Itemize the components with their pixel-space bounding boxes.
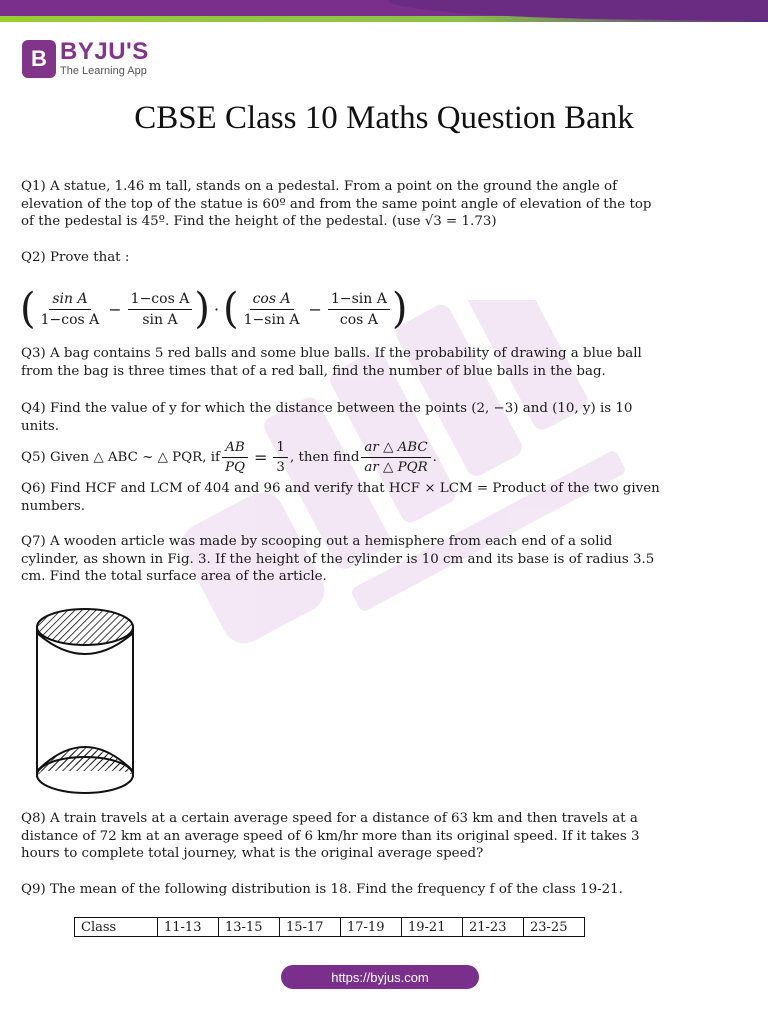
page-title: CBSE Class 10 Maths Question Bank (134, 100, 634, 136)
fraction (241, 291, 303, 328)
distribution-table (74, 917, 585, 937)
paren-close-icon: ) (391, 284, 408, 334)
equals-sign: = (254, 447, 268, 467)
brand-tagline: The Learning App (60, 65, 147, 77)
numerator: AB (222, 440, 248, 458)
numerator: 1−sin A (328, 291, 390, 310)
question-6: Q6) Find HCF and LCM of 404 and 96 and verify that HCF × LCM = Product of the two given numbers. (21, 481, 660, 514)
numerator: 1 (273, 440, 288, 458)
fraction (128, 291, 193, 328)
table-cell: 13-15 (219, 918, 280, 937)
q2-formula (20, 284, 407, 334)
fraction (328, 291, 390, 328)
denominator: ar △ PQR (364, 459, 428, 475)
dot-operator: · (213, 299, 220, 319)
denominator: 3 (276, 459, 285, 475)
paren-open-icon: ( (20, 284, 36, 334)
fraction (273, 440, 288, 475)
numerator: sin A (49, 291, 90, 310)
brand-name: BYJU'S (60, 38, 149, 65)
question-7: Q7) A wooden article was made by scooping out a hemisphere from each end of a solid cylinder, as shown in Fig. 3. If the height of the cylinder is 10 cm and its base is of radius 3.5 cm. Find the total surface area of the article. (21, 534, 655, 584)
minus-sign: − (108, 299, 122, 319)
denominator: sin A (142, 311, 178, 328)
denominator: 1−cos A (40, 311, 100, 328)
denominator: 1−sin A (243, 311, 300, 328)
table-cell: 11-13 (158, 918, 219, 937)
numerator: 1−cos A (128, 291, 193, 310)
question-3: Q3) A bag contains 5 red balls and some blue balls. If the probability of drawing a blue ball from the bag is three times that of a red ball, find the number of blue balls in the bag. (21, 346, 642, 379)
numerator: ar △ ABC (361, 440, 430, 458)
table-cell: 19-21 (402, 918, 463, 937)
brand-logo[interactable] (22, 40, 149, 86)
question-4: Q4) Find the value of y for which the distance between the points (2, −3) and (10, y) is 10 units. (21, 401, 633, 434)
question-5 (21, 434, 437, 480)
minus-sign: − (308, 299, 322, 319)
fraction (222, 440, 248, 475)
brand-logo-icon: B (22, 40, 56, 78)
question-1: Q1) A statue, 1.46 m tall, stands on a pedestal. From a point on the ground the angle of elevation of the top of the statue is 60º and from the same point angle of elevation of the top of the pedestal is 45º. Find the height of the pedestal. (use √3 = 1.73) (21, 179, 652, 229)
table-row (75, 918, 585, 937)
q5-prefix: Q5) Given △ ABC ~ △ PQR, if (21, 449, 220, 465)
fraction (361, 440, 430, 475)
paren-open-icon: ( (223, 284, 239, 334)
cylinder-figure (30, 605, 140, 800)
denominator: PQ (225, 459, 245, 475)
fraction (38, 291, 103, 328)
footer-url-link[interactable]: https://byjus.com (281, 965, 479, 989)
q5-suffix: . (432, 449, 437, 465)
table-cell: 17-19 (341, 918, 402, 937)
table-cell: Class (75, 918, 158, 937)
table-cell: 23-25 (524, 918, 585, 937)
table-cell: 21-23 (463, 918, 524, 937)
question-2: Q2) Prove that : (21, 250, 130, 265)
question-8: Q8) A train travels at a certain average speed for a distance of 63 km and then travels at a distance of 72 km at an average speed of 6 km/hr more than its original speed. If it takes 3 hours to complete total journey, what is the original average speed? (21, 811, 640, 861)
question-9: Q9) The mean of the following distribution is 18. Find the frequency f of the class 19-21. (21, 882, 623, 897)
q5-middle: , then find (289, 449, 360, 465)
numerator: cos A (250, 291, 294, 310)
table-cell: 15-17 (280, 918, 341, 937)
denominator: cos A (339, 311, 378, 328)
paren-close-icon: ) (194, 284, 210, 334)
